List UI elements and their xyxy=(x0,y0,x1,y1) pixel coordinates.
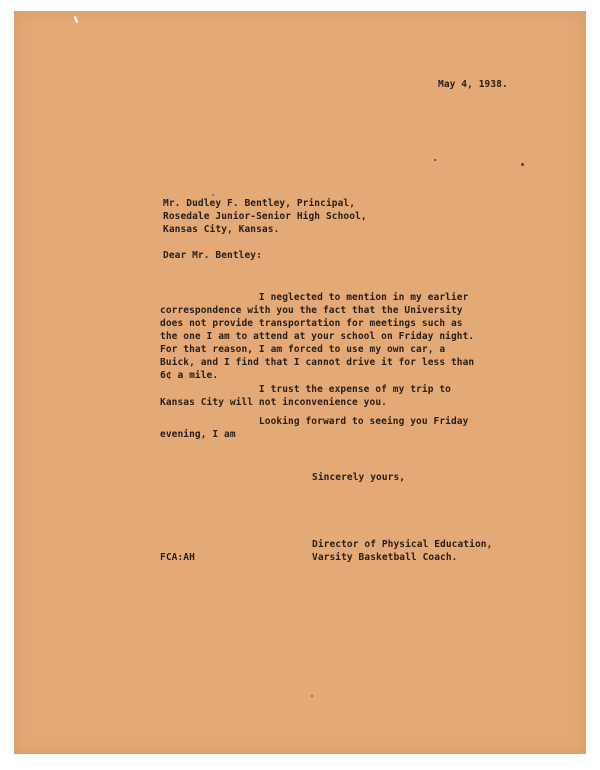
letter-page xyxy=(14,11,586,754)
body-paragraph: I neglected to mention in my earlier correspondence with you the fact that the University does not provide transportation for meetings such as the one I am to attend at your school on Friday night. For that reason, I am forced to use my own car, a Buick, and I find that I cannot drive it for less than 6¢ a mile. xyxy=(160,292,475,381)
address-line: Rosedale Junior-Senior High School, xyxy=(163,211,367,222)
address-line: Mr. Dudley F. Bentley, Principal, xyxy=(163,198,356,209)
body-paragraph: Looking forward to seeing you Friday evening, I am xyxy=(160,416,469,440)
complimentary-close: Sincerely yours, xyxy=(312,472,406,483)
salutation: Dear Mr. Bentley: xyxy=(163,250,262,261)
paper-speck xyxy=(434,159,436,161)
paper-speck xyxy=(212,194,214,196)
address-line: Kansas City, Kansas. xyxy=(163,224,280,235)
signature-title: Director of Physical Education, xyxy=(312,539,493,550)
letter-date: May 4, 1938. xyxy=(438,79,508,90)
signature-title: Varsity Basketball Coach. xyxy=(312,552,458,563)
body-paragraph: I trust the expense of my trip to Kansas City will not inconvenience you. xyxy=(160,384,451,408)
typist-initials: FCA:AH xyxy=(160,552,195,563)
paper-speck xyxy=(311,695,313,697)
paper-speck xyxy=(521,163,524,166)
